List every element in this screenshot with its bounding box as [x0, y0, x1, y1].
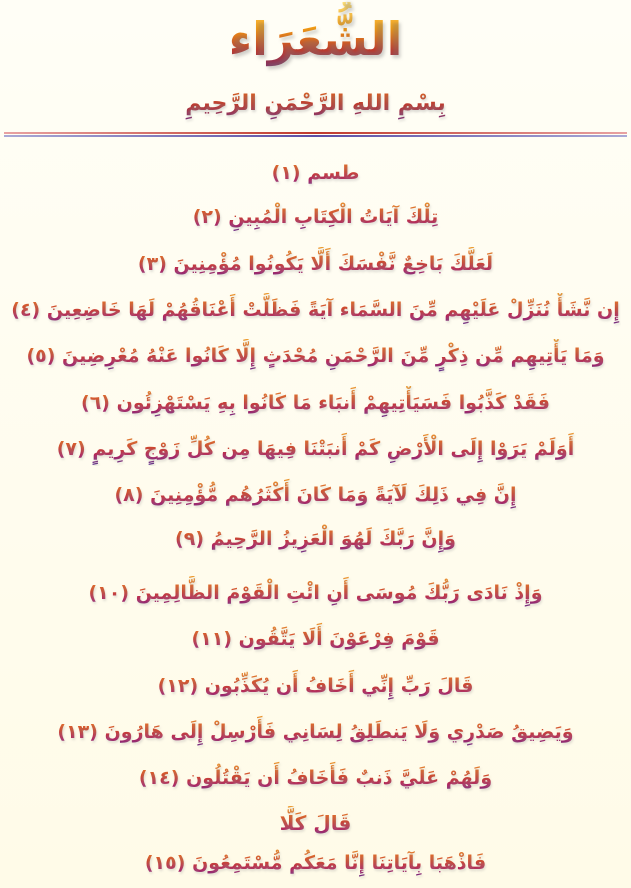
verse-text: لَعَلَّكَ بَاخِعٌ نَّفْسَكَ أَلَّا يَكُونُوا مُؤْمِنِينَ	[173, 253, 494, 275]
verse-text: فَقَدْ كَذَّبُوا فَسَيَأْتِيهِمْ أَنبَاء مَا كَانُوا بِهِ يَسْتَهْزِئُون	[116, 392, 550, 414]
basmala: بِسْمِ اللهِ الرَّحْمَنِ الرَّحِيمِ	[0, 84, 631, 124]
verse-text: أَوَلَمْ يَرَوْا إِلَى الْأَرْضِ كَمْ أَنبَتْنَا فِيهَا مِن كُلِّ زَوْجٍ كَرِيمٍ	[92, 438, 575, 460]
verse-15	[10, 846, 621, 880]
verse-text: تِلْكَ آيَاتُ الْكِتَابِ الْمُبِينِ	[228, 206, 439, 228]
verse-number: (١٤)	[138, 767, 180, 789]
verse-number: (٤)	[11, 299, 41, 321]
verse-6	[10, 386, 621, 420]
verse-5	[10, 339, 621, 373]
divider-line-blue	[4, 135, 627, 137]
verse-11	[10, 622, 621, 656]
verse-number: (١٠)	[88, 582, 130, 604]
verse-2	[10, 200, 621, 234]
verse-text: قَوْمَ فِرْعَوْنَ أَلَا يَتَّقُون	[238, 628, 440, 650]
verse-15-opening	[10, 806, 621, 840]
surah-title: الشُّعَرَاء	[0, 2, 631, 76]
verse-text: وَيَضِيقُ صَدْرِي وَلَا يَنطَلِقُ لِسَانِي فَأَرْسِلْ إِلَى هَارُونَ	[104, 721, 574, 743]
verse-number: (٢)	[192, 206, 222, 228]
verse-text: قَالَ رَبِّ إِنِّي أَخَافُ أَن يُكَذِّبُون	[204, 675, 474, 697]
verse-number: (٥)	[26, 345, 56, 367]
verse-7	[10, 432, 621, 466]
verse-8	[10, 478, 621, 512]
verse-text: وَلَهُمْ عَلَيَّ ذَنبٌ فَأَخَافُ أَن يَقْتُلُون	[186, 767, 493, 789]
verse-number: (١١)	[191, 628, 233, 650]
verse-4	[10, 293, 621, 327]
verse-text: وَمَا يَأْتِيهِم مِّن ذِكْرٍ مِّنَ الرَّحْمَنِ مُحْدَثٍ إِلَّا كَانُوا عَنْهُ مُعْرِضِينَ	[62, 345, 605, 367]
verse-number: (٩)	[175, 528, 205, 550]
verse-text: إِن نَّشَأْ نُنَزِّلْ عَلَيْهِم مِّنَ السَّمَاء آيَةً فَظَلَّتْ أَعْنَاقُهُمْ لَهَا خَاضِعِينَ	[46, 299, 620, 321]
verse-1	[10, 156, 621, 190]
verse-number: (١٣)	[57, 721, 98, 743]
verse-9	[10, 522, 621, 556]
verse-13	[10, 715, 621, 749]
verse-text: طسم	[307, 162, 360, 184]
verse-text: قَالَ كَلَّا	[279, 811, 352, 835]
verse-number: (٨)	[114, 484, 144, 506]
title-divider	[4, 132, 627, 138]
verse-number: (٣)	[137, 253, 167, 275]
verse-text: فَاذْهَبَا بِآيَاتِنَا إِنَّا مَعَكُم مُّسْتَمِعُونَ	[192, 852, 487, 874]
verse-text: وَإِذْ نَادَى رَبُّكَ مُوسَى أَنِ ائْتِ الْقَوْمَ الظَّالِمِينَ	[135, 582, 543, 604]
verse-10	[10, 576, 621, 610]
verse-number: (٦)	[81, 392, 110, 414]
verse-14	[10, 761, 621, 795]
verse-3	[10, 247, 621, 281]
verse-number: (٧)	[56, 438, 86, 460]
verse-text: وَإِنَّ رَبَّكَ لَهُوَ الْعَزِيزُ الرَّحِيمُ	[210, 528, 456, 550]
divider-line-red	[4, 132, 627, 134]
verse-12	[10, 669, 621, 703]
verse-number: (١٥)	[144, 852, 186, 874]
verse-text: إِنَّ فِي ذَلِكَ لَآيَةً وَمَا كَانَ أَكْثَرُهُم مُّؤْمِنِينَ	[150, 484, 517, 506]
verse-number: (١)	[271, 162, 301, 184]
verse-number: (١٢)	[157, 675, 199, 697]
